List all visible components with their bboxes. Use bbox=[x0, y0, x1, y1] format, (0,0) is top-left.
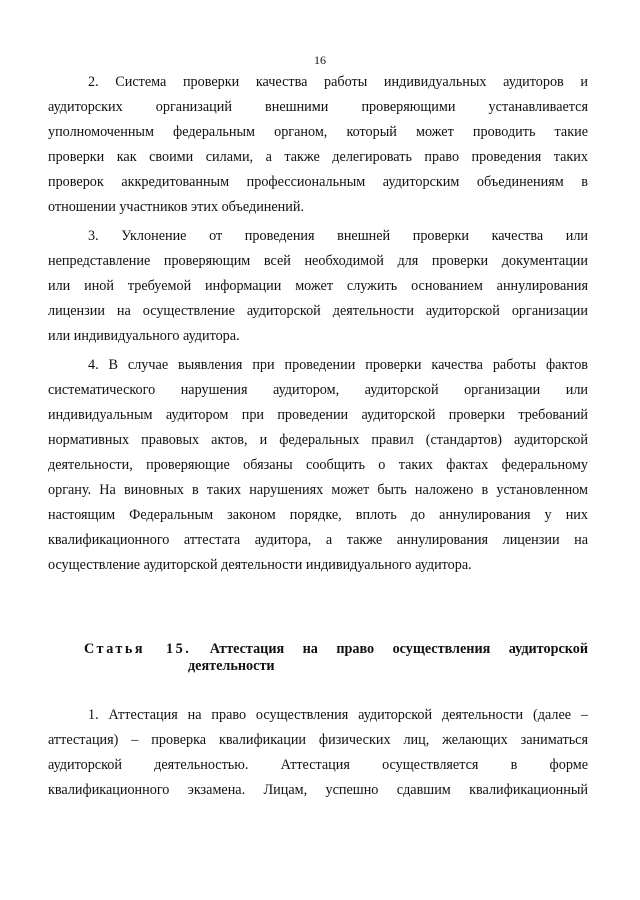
text-line: аттестация) – проверка квалификации физических лиц, желающих заниматься bbox=[48, 732, 588, 748]
document-body bbox=[48, 70, 588, 578]
text-line: проверки как своими силами, а также делегировать право проведения таких bbox=[48, 149, 588, 165]
text-line: уполномоченным федеральным органом, который может проводить такие bbox=[48, 124, 588, 140]
article-title-continuation: деятельности bbox=[188, 658, 275, 674]
paragraph-4 bbox=[48, 353, 588, 578]
paragraph-2 bbox=[48, 70, 588, 220]
text-line: аудиторских организаций внешними проверяющими устанавливается bbox=[48, 99, 588, 115]
text-line: аудиторской деятельностью. Аттестация осуществляется в форме bbox=[48, 757, 588, 773]
text-line: систематического нарушения аудитором, аудиторской организации или bbox=[48, 382, 588, 398]
article-body bbox=[48, 703, 588, 803]
text-line: проверок аккредитованным профессиональным аудиторским объединениям в bbox=[48, 174, 588, 190]
article-label: Статья 15. bbox=[84, 641, 192, 657]
article-paragraph-1 bbox=[48, 703, 588, 803]
text-line: 2. Система проверки качества работы индивидуальных аудиторов и bbox=[88, 74, 588, 90]
article-heading-line bbox=[84, 641, 588, 658]
page-number: 16 bbox=[314, 53, 326, 67]
text-line: нормативных правовых актов, и федеральных правил (стандартов) аудиторской bbox=[48, 432, 588, 448]
article-heading bbox=[84, 641, 588, 675]
text-line: осуществление аудиторской деятельности индивидуального аудитора. bbox=[48, 557, 472, 573]
text-line: 3. Уклонение от проведения внешней проверки качества или bbox=[88, 228, 588, 244]
text-line: квалификационного аттестата аудитора, а также аннулирования лицензии на bbox=[48, 532, 588, 548]
text-line: непредставление проверяющим всей необходимой для проверки документации bbox=[48, 253, 588, 269]
text-line: деятельности, проверяющие обязаны сообщить о таких фактах федеральному bbox=[48, 457, 588, 473]
text-line: или иной требуемой информации может служить основанием аннулирования bbox=[48, 278, 588, 294]
article-title: Аттестация на право осуществления аудиторской bbox=[209, 641, 589, 657]
text-line: лицензии на осуществление аудиторской деятельности аудиторской организации bbox=[48, 303, 588, 319]
text-line: отношении участников этих объединений. bbox=[48, 199, 305, 215]
text-line: 1. Аттестация на право осуществления аудиторской деятельности (далее – bbox=[88, 707, 588, 723]
text-line: 4. В случае выявления при проведении проверки качества работы фактов bbox=[88, 357, 588, 373]
text-line: органу. На виновных в таких нарушениях может быть наложено в установленном bbox=[48, 482, 588, 498]
text-line: квалификационного экзамена. Лицам, успешно сдавшим квалификационный bbox=[48, 782, 588, 798]
text-line: индивидуальным аудитором при проведении аудиторской проверки требований bbox=[48, 407, 588, 423]
text-line: настоящим Федеральным законом порядке, вплоть до аннулирования у них bbox=[48, 507, 588, 523]
paragraph-3 bbox=[48, 224, 588, 349]
text-line: или индивидуального аудитора. bbox=[48, 328, 240, 344]
